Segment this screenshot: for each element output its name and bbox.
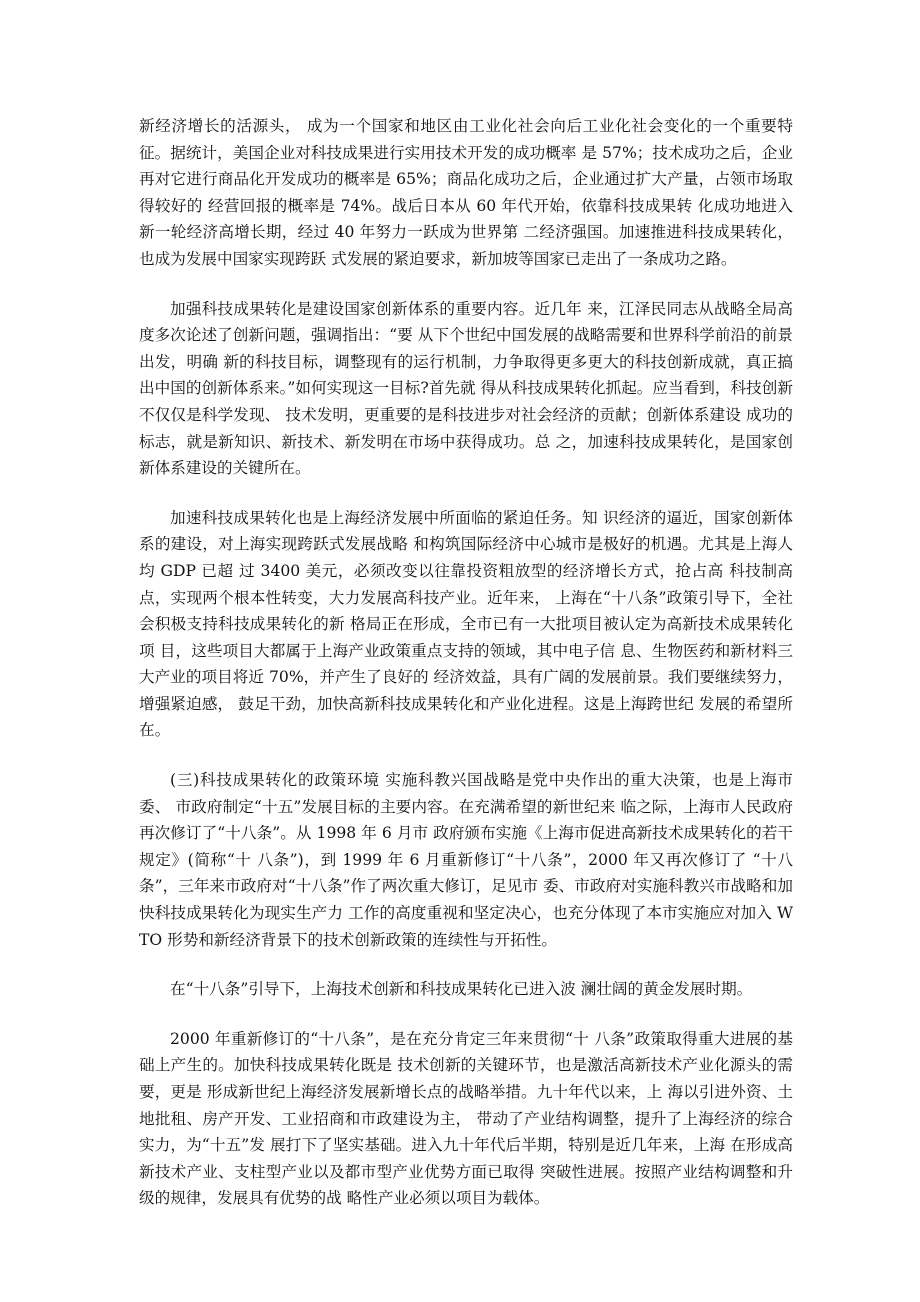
paragraph-3: 加速科技成果转化也是上海经济发展中所面临的紧迫任务。知 识经济的逼近，国家创新体系的建设，对上海实现跨跃式发展战略 和构筑国际经济中心城市是极好的机遇。尤其是上海人均 GDP 已超 过 3400 美元，必须改变以往靠投资粗放型的经济增长方式，抢占高 科技制高点，实现两个根本性转变，大力发展高科技产业。近年来， 上海在“十八条”政策引导下，全社会积极支持科技成果转化的新 格局正在形成，全市已有一大批项目被认定为高新技术成果转化项 目，这些项目大都属于上海产业政策重点支持的领域，其中电子信 息、生物医药和新材料三大产业的项目将近 70%，并产生了良好的 经济效益，具有广阔的发展前景。我们要继续努力，增强紧迫感， 鼓足干劲，加快高新科技成果转化和产业化进程。这是上海跨世纪 发展的希望所在。 [139, 508, 793, 740]
paragraph-1: 新经济增长的活源头， 成为一个国家和地区由工业化社会向后工业化社会变化的一个重要特征。据统计，美国企业对科技成果进行实用技术开发的成功概率 是 57%；技术成功之后，企业再对它进行商品化开发成功的概率是 65%；商品化成功之后，企业通过扩大产量，占领市场取得较好的 经营回报的概率是 74%。战后日本从 60 年代开始，依靠科技成果转 化成功地进入新一轮经济高增长期，经过 40 年努力一跃成为世界第 二经济强国。加速推进科技成果转化，也成为发展中国家实现跨跃 式发展的紧迫要求，新加坡等国家已走出了一条成功之路。 [139, 117, 793, 268]
paragraph-2: 加强科技成果转化是建设国家创新体系的重要内容。近几年 来，江泽民同志从战略全局高度多次论述了创新问题，强调指出：“要 从下个世纪中国发展的战略需要和世界科学前沿的前景出发，明确 新的科技目标，调整现有的运行机制，力争取得更多更大的科技创新成就，真正搞出中国的创新体系来。”如何实现这一目标?首先就 得从科技成果转化抓起。应当看到，科技创新不仅仅是科学发现、 技术发明，更重要的是科技进步对社会经济的贡献；创新体系建设 成功的标志，就是新知识、新技术、新发明在市场中获得成功。总 之，加速科技成果转化，是国家创新体系建设的关键所在。 [139, 299, 793, 478]
paragraph-4: (三)科技成果转化的政策环境 实施科教兴国战略是党中央作出的重大决策，也是上海市委、 市政府制定“十五”发展目标的主要内容。在充满希望的新世纪来 临之际，上海市人民政府再次修订了“十八条”。从 1998 年 6 月市 政府颁布实施《上海市促进高新技术成果转化的若干规定》(简称“十 八条”)，到 1999 年 6 月重新修订“十八条”，2000 年又再次修订了 “十八条”，三年来市政府对“十八条”作了两次重大修订，足见市 委、市政府对实施科教兴市战略和加快科技成果转化为现实生产力 工作的高度重视和坚定决心，也充分体现了本市实施应对加入 WTO 形势和新经济背景下的技术创新政策的连续性与开拓性。 [139, 771, 793, 949]
document-body [139, 113, 793, 1235]
paragraph-5: 在“十八条”引导下，上海技术创新和科技成果转化已进入波 澜壮阔的黄金发展时期。 [170, 980, 753, 999]
paragraph-6: 2000 年重新修订的“十八条”，是在充分肯定三年来贯彻“十 八条”政策取得重大进展的基础上产生的。加快科技成果转化既是 技术创新的关键环节，也是激活高新技术产业化源头的需要，更是 形成新世纪上海经济发展新增长点的战略举措。九十年代以来，上 海以引进外资、土地批租、房产开发、工业招商和市政建设为主， 带动了产业结构调整，提升了上海经济的综合实力，为“十五”发 展打下了坚实基础。进入九十年代后半期，特别是近几年来，上海 在形成高新技术产业、支柱型产业以及都市型产业优势方面已取得 突破性进展。按照产业结构调整和升级的规律，发展具有优势的战 略性产业必须以项目为载体。 [139, 1029, 793, 1208]
